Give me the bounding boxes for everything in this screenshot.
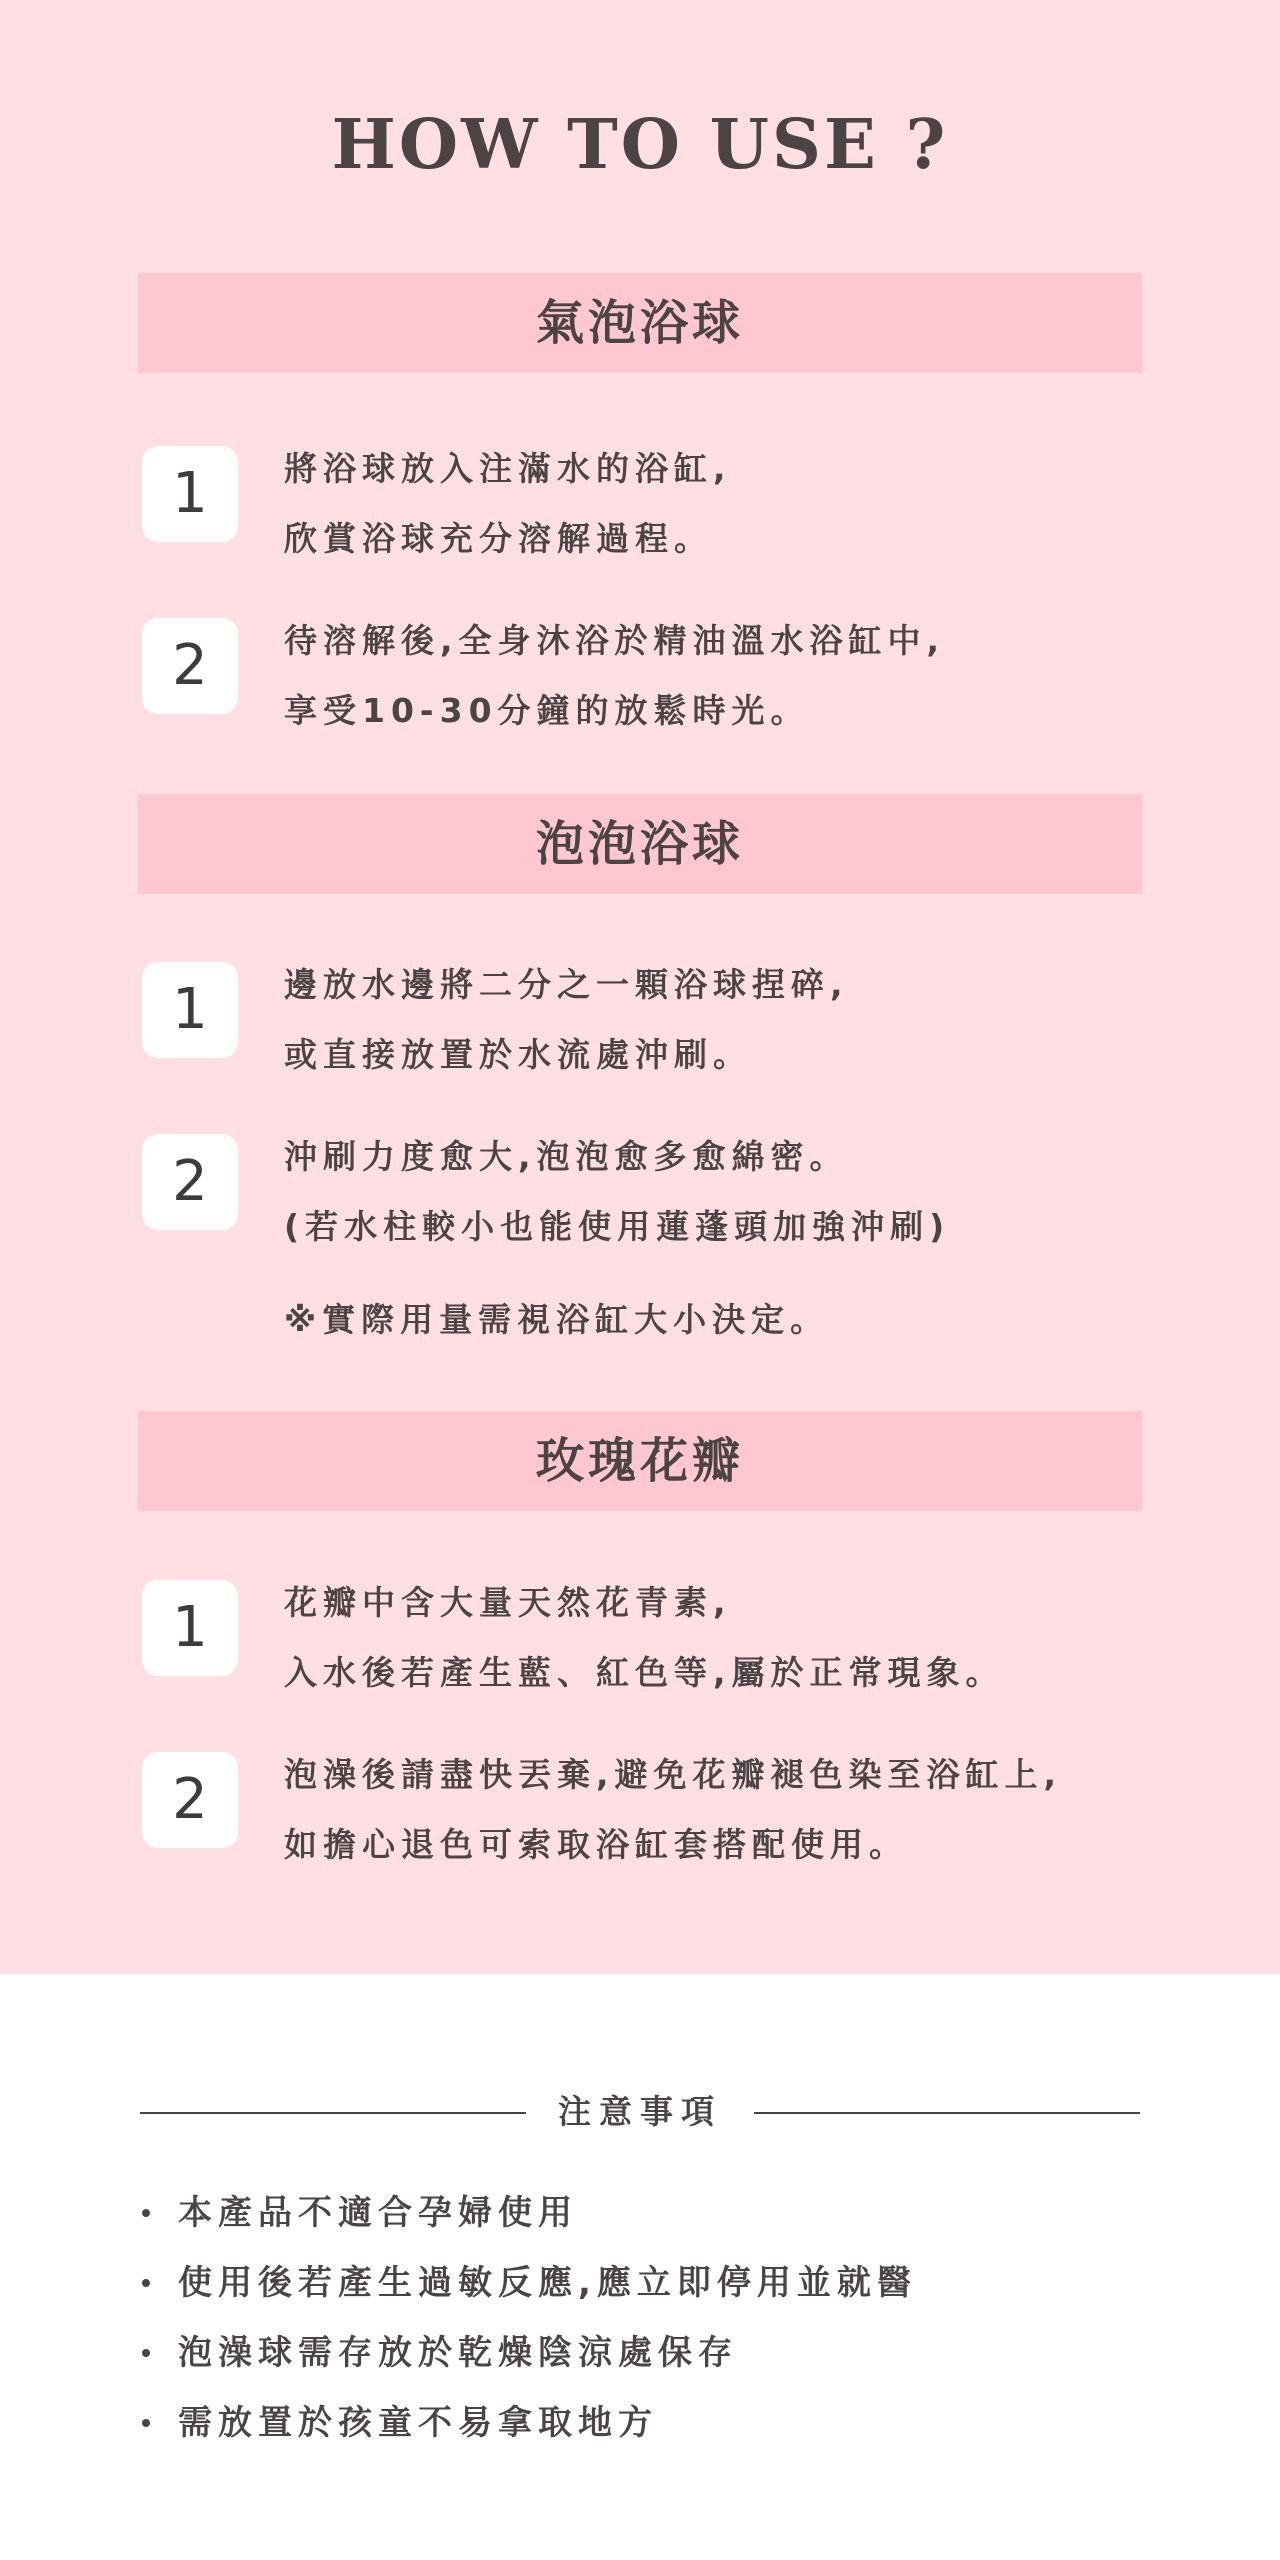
- step-text-line: (若水柱較小也能使用蓮蓬頭加強沖刷): [284, 1207, 951, 1246]
- step-number-badge: 1: [142, 1580, 238, 1676]
- caution-item-text: 使用後若產生過敏反應,應立即停用並就醫: [178, 2263, 917, 2303]
- step-text-line: 享受10-30分鐘的放鬆時光。: [284, 691, 810, 730]
- caution-item: [138, 2178, 1148, 2248]
- bullet-icon: [142, 2279, 150, 2287]
- usage-note: ※實際用量需視浴缸大小決定。: [284, 1300, 830, 1339]
- section-header-bubble-bath-ball: 氣泡浴球: [138, 273, 1142, 373]
- caution-item-text: 泡澡球需存放於乾燥陰涼處保存: [178, 2333, 738, 2373]
- caution-item-text: 需放置於孩童不易拿取地方: [178, 2403, 658, 2443]
- step-text-line: 花瓣中含大量天然花青素,: [284, 1583, 732, 1622]
- step-text: [284, 434, 1154, 574]
- step-text-line: 沖刷力度愈大,泡泡愈多愈綿密。: [284, 1137, 849, 1176]
- page-title: HOW TO USE ?: [331, 105, 949, 185]
- step-text-line: 將浴球放入注滿水的浴缸,: [284, 449, 732, 488]
- step-number-badge: 1: [142, 446, 238, 542]
- section-header-foam-bath-ball: 泡泡浴球: [138, 794, 1142, 894]
- caution-list: [138, 2178, 1148, 2458]
- step-number-badge: 2: [142, 1134, 238, 1230]
- step-text: [284, 1122, 1154, 1262]
- bullet-icon: [142, 2419, 150, 2427]
- step-number-badge: 2: [142, 1752, 238, 1848]
- caution-item-text: 本產品不適合孕婦使用: [178, 2193, 578, 2233]
- step-number-badge: 1: [142, 962, 238, 1058]
- step-text-line: 待溶解後,全身沐浴於精油溫水浴缸中,: [284, 621, 946, 660]
- step-text-line: 欣賞浴球充分溶解過程。: [284, 519, 713, 558]
- step-text-line: 入水後若產生藍、紅色等,屬於正常現象。: [284, 1653, 1005, 1692]
- bullet-icon: [142, 2209, 150, 2217]
- caution-item: [138, 2248, 1148, 2318]
- caution-header: [0, 2082, 1280, 2142]
- step-number-badge: 2: [142, 618, 238, 714]
- bullet-icon: [142, 2349, 150, 2357]
- caution-item: [138, 2318, 1148, 2388]
- step-text: [284, 1740, 1154, 1880]
- step-text-line: 或直接放置於水流處沖刷。: [284, 1035, 752, 1074]
- caution-item: [138, 2388, 1148, 2458]
- step-text-line: 邊放水邊將二分之一顆浴球捏碎,: [284, 965, 849, 1004]
- caution-title: 注意事項: [558, 2092, 722, 2131]
- section-header-rose-petals: 玫瑰花瓣: [138, 1411, 1142, 1511]
- step-text: [284, 1568, 1154, 1708]
- divider-line-left: [140, 2112, 526, 2114]
- divider-line-right: [754, 2112, 1140, 2114]
- step-text: [284, 606, 1154, 746]
- step-text: [284, 950, 1154, 1090]
- step-text-line: 如擔心退色可索取浴缸套搭配使用。: [284, 1825, 908, 1864]
- step-text-line: 泡澡後請盡快丟棄,避免花瓣褪色染至浴缸上,: [284, 1755, 1063, 1794]
